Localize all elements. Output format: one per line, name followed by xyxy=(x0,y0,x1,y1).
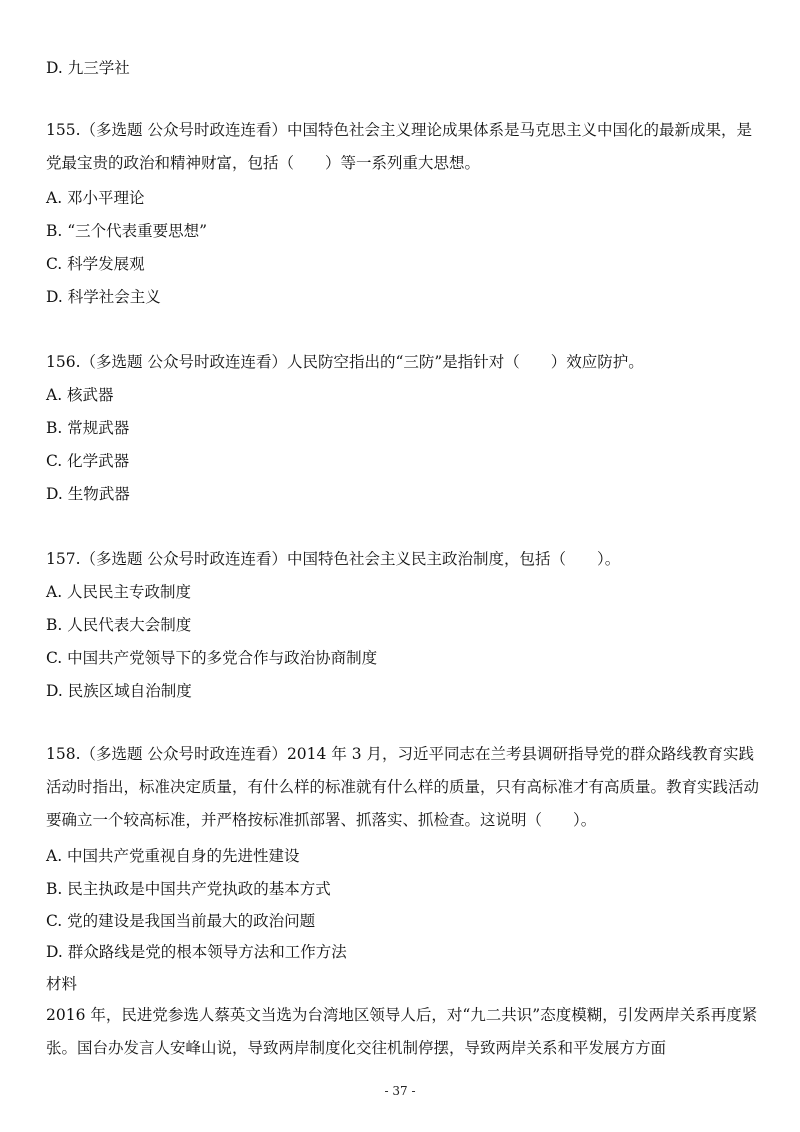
q156-option-d: D. 生物武器 xyxy=(46,485,130,503)
material-text: 2016 年，民进党参选人蔡英文当选为台湾地区领导人后，对“九二共识”态度模糊，引发两岸关系再度紧张。国台办发言人安峰山说，导致两岸制度化交往机制停摆，导致两岸关系和平发展方方面 xyxy=(46,1006,758,1057)
q156-option-a: A. 核武器 xyxy=(46,386,114,404)
q157-option-c: C. 中国共产党领导下的多党合作与政治协商制度 xyxy=(46,649,378,667)
q155-option-b: B. “三个代表重要思想” xyxy=(46,222,208,240)
q158-option-a: A. 中国共产党重视自身的先进性建设 xyxy=(46,847,300,865)
q156-option-b: B. 常规武器 xyxy=(46,419,130,437)
q158-stem: 158.（多选题 公众号时政连连看）2014 年 3 月，习近平同志在兰考县调研指导党的群众路线教育实践活动时指出，标准决定质量，有什么样的标准就有什么样的质量，只有高标准才有高质量。教育实践活动要确立一个较高标准，并严格按标准抓部署、抓落实、抓检查。这说明（ ）。 xyxy=(46,745,760,829)
q158-option-d: D. 群众路线是党的根本领导方法和工作方法 xyxy=(46,943,347,961)
q157-option-a: A. 人民民主专政制度 xyxy=(46,583,192,601)
q158-option-c: C. 党的建设是我国当前最大的政治问题 xyxy=(46,912,316,930)
q156-option-c: C. 化学武器 xyxy=(46,452,130,470)
q155-option-d: D. 科学社会主义 xyxy=(46,288,161,306)
material-label: 材料 xyxy=(46,975,78,993)
q155-option-a: A. 邓小平理论 xyxy=(46,189,145,207)
q155-stem: 155.（多选题 公众号时政连连看）中国特色社会主义理论成果体系是马克思主义中国化的最新成果，是党最宝贵的政治和精神财富，包括（ ）等一系列重大思想。 xyxy=(46,121,752,172)
page-number: - 37 - xyxy=(384,1084,416,1098)
q157-stem: 157.（多选题 公众号时政连连看）中国特色社会主义民主政治制度，包括（ ）。 xyxy=(46,550,621,568)
prev-option-d: D. 九三学社 xyxy=(46,59,130,77)
q157-option-d: D. 民族区域自治制度 xyxy=(46,682,192,700)
q155-option-c: C. 科学发展观 xyxy=(46,255,145,273)
q158-option-b: B. 民主执政是中国共产党执政的基本方式 xyxy=(46,880,331,898)
q157-option-b: B. 人民代表大会制度 xyxy=(46,616,192,634)
q156-stem: 156.（多选题 公众号时政连连看）人民防空指出的“三防”是指针对（ ）效应防护。 xyxy=(46,353,644,371)
